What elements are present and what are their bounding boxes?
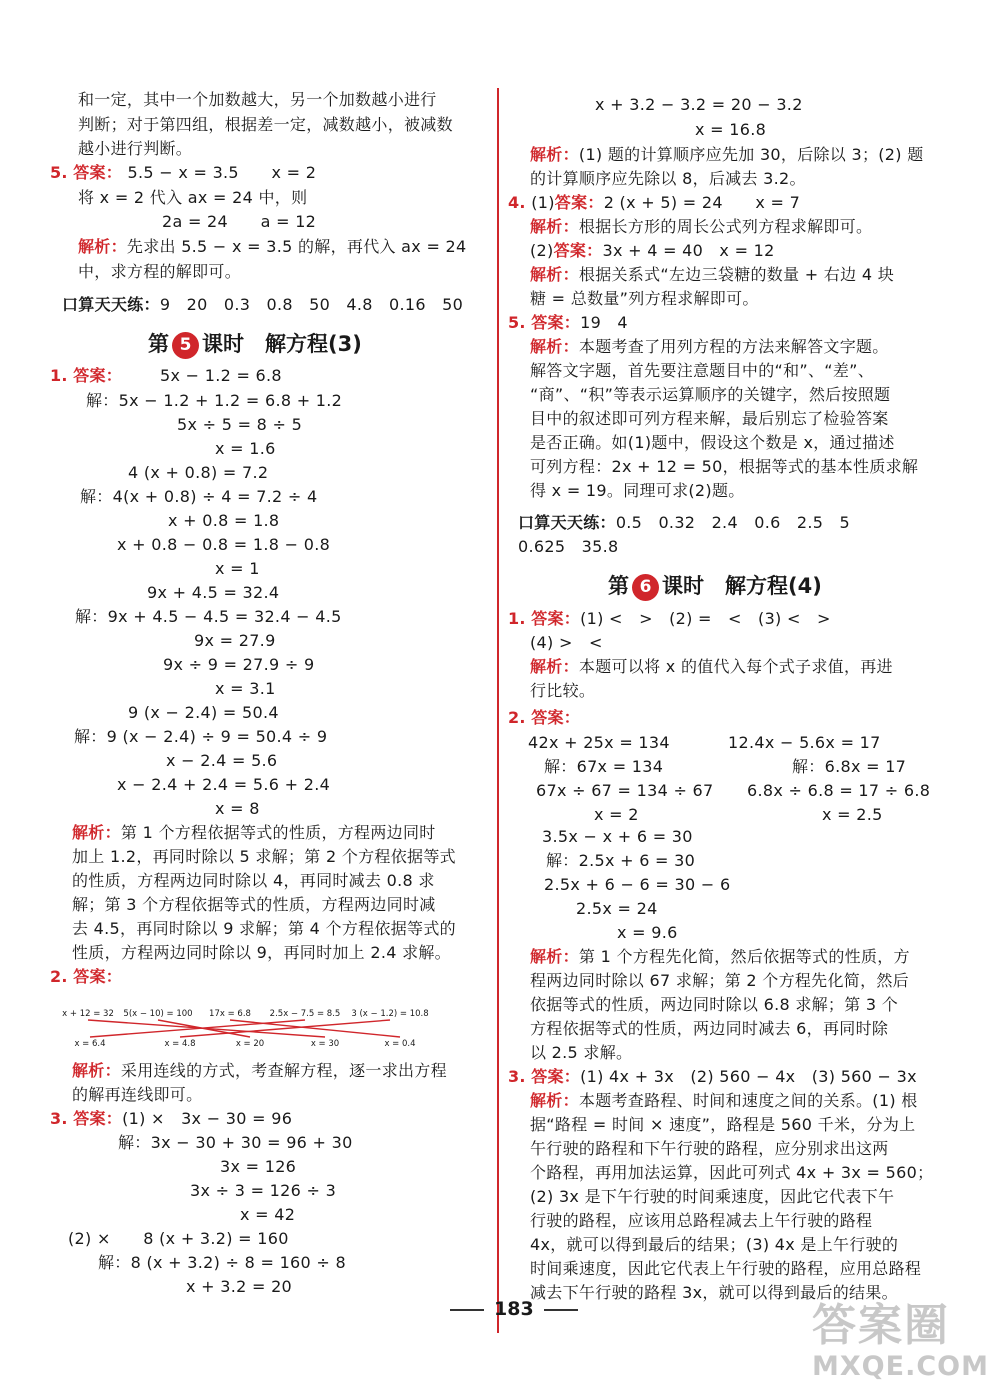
text-line: 4x，就可以得到最后的结果；(3) 4x 是上午行驶的 [530,1235,899,1254]
analysis-label: 解析： [72,823,121,842]
text-line: 的解再连线即可。 [72,1085,203,1104]
text-line: 性质，方程两边同时除以 9，再同时加上 2.4 求解。 [72,943,451,962]
equation-line: x − 2.4 = 5.6 [166,751,278,770]
question-4-answer-1 [508,191,800,215]
analysis-text: 本题考查了用列方程的方法来解答文字题。 [578,337,889,356]
analysis-text: 根据长方形的周长公式列方程求解即可。 [578,217,873,236]
text-line: 目中的叙述即可列方程来解，最后别忘了检验答案 [530,409,889,428]
text-line: 个路程，再用加法运算，因此可列式 4x + 3x = 560； [530,1163,934,1182]
equation-line: 2.5x = 24 [576,899,658,918]
page-number: 183 [494,1298,534,1320]
answer-label: 答案： [531,313,581,332]
watermark [812,1300,989,1382]
equation-line: x = 16.8 [695,120,767,139]
text-line: 将 x = 2 代入 ax = 24 中，则 [78,188,308,207]
lesson-number-badge: 6 [632,574,659,601]
equation-line: 3.5x − x + 6 = 30 [542,827,693,846]
question-number: 5. [50,163,68,182]
analysis-text: 采用连线的方式，考查解方程，逐一求出方程 [120,1061,447,1080]
heading-title: 课时 解方程(3) [202,332,362,356]
text-line: 的性质，方程两边同时除以 4，再同时减去 0.8 求 [72,871,435,890]
text-line: 和一定，其中一个加数越大，另一个加数越小进行 [78,90,437,109]
text-line: (4) > < [530,633,603,652]
analysis-text: 本题考查路程、时间和速度之间的关系。(1) 根 [578,1091,918,1110]
equation-line: x = 42 [240,1205,296,1224]
text-line: 可列方程：2x + 12 = 50，根据等式的基本性质求解 [530,457,919,476]
answer-text: 19 4 [580,313,628,332]
equation-line: x = 3.1 [215,679,276,698]
heading-prefix: 第 [608,574,629,598]
equation-line: 3x = 126 [220,1157,297,1176]
equation-line: 12.4x − 5.6x = 17 [728,733,881,752]
match-solution: x = 20 [235,1039,265,1049]
text-line: “商”、“积”等表示运算顺序的关键字，然后按照题 [530,385,891,404]
text-line: 减去下午行驶的路程 3x，就可以得到最后的结果。 [530,1283,898,1302]
equation-line: x = 1 [215,559,260,578]
text-line: 以 2.5 求解。 [530,1043,633,1062]
answer-text: (1) < > (2) = < (3) < > [580,609,831,628]
section-3-answer [50,1107,292,1131]
equation-line: 6.8x ÷ 6.8 = 17 ÷ 6.8 [747,781,931,800]
answer-label: 答案： [73,967,123,986]
text-line: (2) 3x 是下午行驶的时间乘速度，因此它代表下午 [530,1187,895,1206]
equation-line: x + 3.2 = 20 [186,1277,293,1296]
mental-math-line [62,293,463,317]
question-5-answer [50,161,316,185]
analysis-text: 第 1 个方程依据等式的性质，方程两边同时 [120,823,436,842]
mental-math-values: 0.5 0.32 2.4 0.6 2.5 5 [615,513,850,532]
text-line: 是否正确。如(1)题中，假设这个数是 x，通过描述 [530,433,895,452]
equation-line: 2a = 24 a = 12 [162,212,317,231]
equation-line: 42x + 25x = 134 [528,733,670,752]
matching-diagram [62,1008,445,1050]
text-line: 得 x = 19。同理可求(2)题。 [530,481,745,500]
question-number: 3. [508,1067,526,1086]
heading-prefix: 第 [148,332,169,356]
equation-line: x + 3.2 − 3.2 = 20 − 3.2 [595,95,803,114]
section-1-answer [50,364,122,388]
analysis-line [530,1089,918,1113]
equation-line: x = 2.5 [822,805,883,824]
analysis-label: 解析： [530,657,579,676]
text-line: 糖 = 总数量”列方程求解即可。 [530,289,759,308]
equation-line: x = 1.6 [215,439,276,458]
text-line: 中，求方程的解即可。 [78,262,242,281]
answer-label: 答案： [73,163,123,182]
analysis-line [78,235,467,259]
equation-line: 3x ÷ 3 = 126 ÷ 3 [190,1181,337,1200]
text-line: 依据等式的性质，两边同时除以 6.8 求解；第 3 个 [530,995,899,1014]
answer-text: (1) × 3x − 30 = 96 [122,1109,293,1128]
lesson-heading [608,571,822,601]
analysis-label: 解析： [530,265,579,284]
question-number: 3. [50,1109,68,1128]
text-line: 判断；对于第四组，根据差一定，减数越小，被减数 [78,115,453,134]
text-line: 越小进行判断。 [78,139,193,158]
analysis-line [72,1059,447,1083]
text-line: 行驶的路程，应该用总路程减去上午行驶的路程 [530,1211,873,1230]
equation-line: x + 0.8 = 1.8 [168,511,280,530]
match-solution: x = 30 [310,1039,340,1049]
mental-math-label: 口算天天练： [518,513,616,532]
footer-dash-left [450,1309,484,1311]
equation-line: 解：9 (x − 2.4) ÷ 9 = 50.4 ÷ 9 [74,727,328,746]
equation-line: 9x = 27.9 [194,631,276,650]
answer-label: 答案： [73,1109,123,1128]
text-line: 解答文字题，首先要注意题目中的“和”、“差”、 [530,361,875,380]
equation-line: 67x ÷ 67 = 134 ÷ 67 [536,781,714,800]
match-equation: 17x = 6.8 [209,1009,251,1019]
equation-line: 5x − 1.2 = 6.8 [160,366,282,385]
answer-label: 答案： [554,193,604,212]
question-number: 5. [508,313,526,332]
analysis-text: 先求出 5.5 − x = 3.5 的解，再代入 ax = 24 [126,237,467,256]
column-divider [497,88,499,1333]
part-label: (2) [530,241,554,260]
analysis-line [530,215,872,239]
t3-answer [508,1065,917,1089]
analysis-text: (1) 题的计算顺序应先加 30，后除以 3；(2) 题 [578,145,924,164]
equation-line: 解：5x − 1.2 + 1.2 = 6.8 + 1.2 [86,391,343,410]
equation-line: 解：67x = 134 [544,757,664,776]
analysis-line [530,655,893,679]
text-line: 加上 1.2，再同时除以 5 求解；第 2 个方程依据等式 [72,847,456,866]
analysis-label: 解析： [530,145,579,164]
analysis-text: 第 1 个方程先化简，然后依据等式的性质，方 [578,947,910,966]
answer-text: 3x + 4 = 40 x = 12 [602,241,775,260]
footer-dash-right [544,1309,578,1311]
mental-math-values-2: 0.625 35.8 [518,537,619,556]
equation-line: 解：3x − 30 + 30 = 96 + 30 [118,1133,353,1152]
text-line: 行比较。 [530,681,596,700]
analysis-label: 解析： [530,337,579,356]
equation-line: x = 2 [594,805,639,824]
analysis-label: 解析： [530,947,579,966]
equation-line: 4 (x + 0.8) = 7.2 [128,463,269,482]
analysis-line [530,335,889,359]
equation-line: 解：4(x + 0.8) ÷ 4 = 7.2 ÷ 4 [80,487,318,506]
match-equation: 3 (x − 1.2) = 10.8 [351,1009,429,1019]
mental-math-values: 9 20 0.3 0.8 50 4.8 0.16 50 [159,295,464,314]
answer-text: 5.5 − x = 3.5 x = 2 [127,163,317,182]
analysis-label: 解析： [530,217,579,236]
analysis-line [530,143,924,167]
equation-line: 9x ÷ 9 = 27.9 ÷ 9 [163,655,315,674]
equation-line: 5x ÷ 5 = 8 ÷ 5 [177,415,303,434]
text-line: 据“路程 = 时间 × 速度”，路程是 560 千米，分为上 [530,1115,916,1134]
equation-line: 9x + 4.5 = 32.4 [147,583,280,602]
t1-answer [508,607,831,631]
analysis-text: 根据关系式“左边三袋糖的数量 + 右边 4 块 [578,265,895,284]
t2-answer [508,706,580,730]
answer-text: (1) 4x + 3x (2) 560 − 4x (3) 560 − 3x [580,1067,917,1086]
watermark-url: MXQE.COM [812,1351,989,1382]
watermark-logo: 答案圈 [812,1300,950,1351]
equation-line: (2) × 8 (x + 3.2) = 160 [68,1229,289,1248]
equation-line: 2.5x + 6 − 6 = 30 − 6 [544,875,731,894]
equation-line: 解：2.5x + 6 = 30 [546,851,696,870]
equation-line: x + 0.8 − 0.8 = 1.8 − 0.8 [117,535,331,554]
match-equation: 2.5x − 7.5 = 8.5 [269,1009,341,1019]
question-number: 1. [50,366,68,385]
answer-label: 答案： [531,708,581,727]
equation-line: x = 9.6 [617,923,678,942]
text-line: 的计算顺序应先除以 8，后减去 3.2。 [530,169,806,188]
text-line: 午行驶的路程和下午行驶的路程，应分别求出这两 [530,1139,889,1158]
question-number: 4. [508,193,526,212]
text-line: 去 4.5，再同时除以 9 求解；第 4 个方程依据等式的 [72,919,456,938]
analysis-line [72,821,436,845]
text-line: 程两边同时除以 67 求解；第 2 个方程先化简，然后 [530,971,909,990]
answer-label: 答案： [553,241,603,260]
question-4-answer-2 [530,239,775,263]
part-label: (1) [531,193,555,212]
lesson-heading [148,329,362,359]
equation-line: x = 8 [215,799,260,818]
match-equation: x + 12 = 32 [62,1009,114,1019]
answer-label: 答案： [73,366,123,385]
match-equation: 5(x − 10) = 100 [123,1009,193,1019]
equation-line: x − 2.4 + 2.4 = 5.6 + 2.4 [117,775,331,794]
match-connector-line [230,1020,400,1037]
lesson-number-badge: 5 [172,332,199,359]
analysis-label: 解析： [530,1091,579,1110]
question-number: 1. [508,609,526,628]
text-line: 解；第 3 个方程依据等式的性质，方程两边同时减 [72,895,436,914]
analysis-line [530,263,894,287]
match-solution: x = 0.4 [384,1039,416,1049]
analysis-line [530,945,910,969]
equation-line: 9 (x − 2.4) = 50.4 [128,703,279,722]
analysis-label: 解析： [72,1061,121,1080]
text-line: 时间乘速度，因此它代表上午行驶的路程，应用总路程 [530,1259,922,1278]
match-solution: x = 6.4 [74,1039,106,1049]
question-number: 2. [508,708,526,727]
answer-label: 答案： [531,1067,581,1086]
analysis-text: 本题可以将 x 的值代入每个式子求值，再进 [578,657,893,676]
question-5-answer [508,311,628,335]
page-footer [440,1298,588,1320]
equation-line: 解：6.8x = 17 [792,757,907,776]
text-line: 方程依据等式的性质，两边同时减去 6，再同时除 [530,1019,889,1038]
answer-text: 2 (x + 5) = 24 x = 7 [603,193,801,212]
equation-line: 解：8 (x + 3.2) ÷ 8 = 160 ÷ 8 [98,1253,346,1272]
mental-math-label: 口算天天练： [62,295,160,314]
question-number: 2. [50,967,68,986]
section-2-answer [50,965,122,989]
analysis-label: 解析： [78,237,127,256]
equation-line: 解：9x + 4.5 − 4.5 = 32.4 − 4.5 [75,607,342,626]
mental-math-line [518,511,850,535]
match-solution: x = 4.8 [164,1039,196,1049]
answer-label: 答案： [531,609,581,628]
heading-title: 课时 解方程(4) [662,574,822,598]
